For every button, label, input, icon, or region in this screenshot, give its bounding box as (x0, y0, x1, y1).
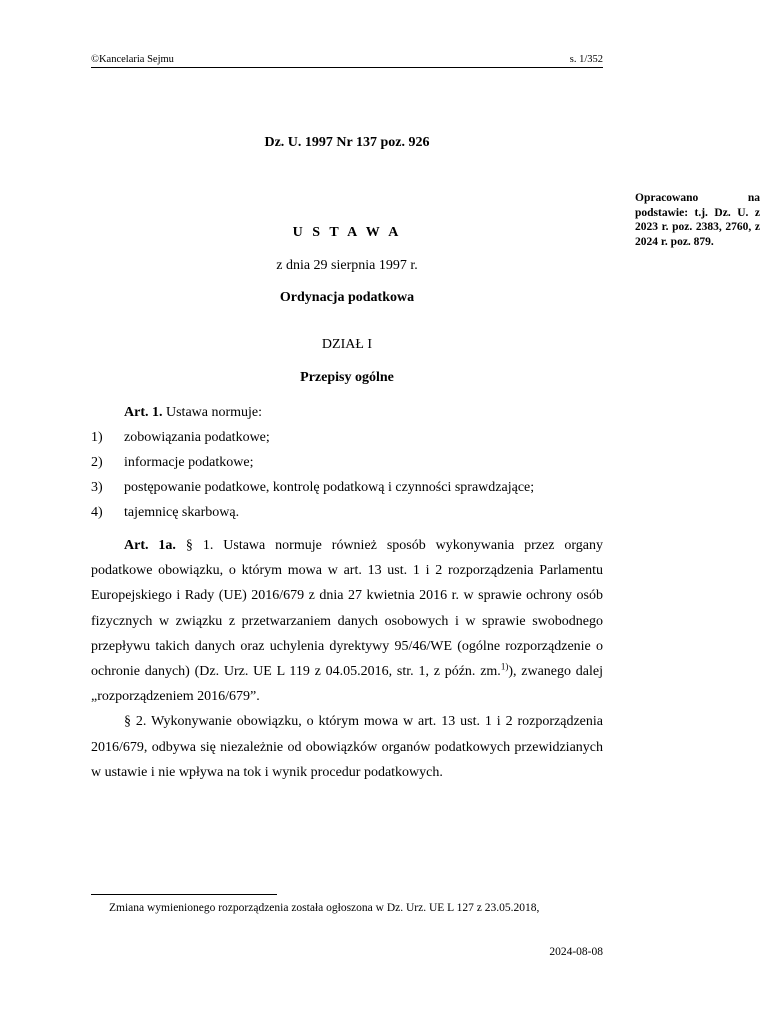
list-item-text: informacje podatkowe; (124, 455, 254, 470)
article-1a-paragraph-2: § 2. Wykonywanie obowiązku, o którym mowa w art. 13 ust. 1 i 2 rozporządzenia 2016/679, odbywa się niezależnie od obowiązków organów podatkowych przewidzianych w ustawie i nie wpływa na tok i wynik procedur podatkowych. (91, 714, 603, 780)
list-item (91, 425, 603, 450)
list-item-text: postępowanie podatkowe, kontrolę podatkową i czynności sprawdzające; (124, 480, 535, 495)
list-item (91, 450, 603, 475)
article-1a-paragraph-1 (91, 533, 603, 709)
article-1a-p1-text: § 1. Ustawa normuje również sposób wykonywania przez organy podatkowe obowiązku, o którym mowa w art. 13 ust. 1 i 2 rozporządzenia Parlamentu Europejskiego i Rady (UE) 2016/679 z dnia 27 kwietnia 2016 r. w sprawie ochrony osób fizycznych w związku z przetwarzaniem danych osobowych i w sprawie swobodnego przepływu takich danych oraz uchylenia dyrektywy 95/46/WE (ogólne rozporządzenie o ochronie danych) (Dz. Urz. UE L 119 z 04.05.2016, str. 1, z późn. zm. (91, 538, 603, 680)
act-type: U S T A W A (292, 225, 402, 240)
document-body (91, 400, 603, 785)
act-date: z dnia 29 sierpnia 1997 r. (276, 258, 418, 273)
list-item-number: 2) (91, 455, 103, 470)
footnote-divider (91, 894, 277, 895)
article-1-intro: Ustawa normuje: (162, 405, 263, 420)
page-number: s. 1/352 (569, 54, 603, 65)
list-item-text: tajemnicę skarbową. (124, 505, 240, 520)
list-item-number: 3) (91, 480, 103, 495)
article-1a-p1-tail: ), zwanego dalej „rozporządzeniem 2016/679”. (91, 664, 603, 705)
journal-reference: Dz. U. 1997 Nr 137 poz. 926 (264, 135, 430, 150)
article-1a-label: Art. 1a. (124, 538, 176, 553)
footnote-ref[interactable]: 1) (500, 661, 509, 672)
list-item (91, 475, 603, 500)
side-note: Opracowano na podstawie: t.j. Dz. U. z 2023 r. poz. 2383, 2760, z 2024 r. poz. 879. (635, 192, 760, 248)
act-title: Ordynacja podatkowa (279, 290, 415, 305)
header-publisher: ©Kancelaria Sejmu (91, 54, 174, 65)
page-header (91, 53, 603, 68)
list-item-text: zobowiązania podatkowe; (124, 430, 270, 445)
footnote-text: Zmiana wymienionego rozporządzenia została ogłoszona w Dz. Urz. UE L 127 z 23.05.2018, (109, 902, 540, 914)
division-number: DZIAŁ I (321, 337, 373, 352)
article-1-label: Art. 1. (124, 405, 163, 420)
division-title: Przepisy ogólne (300, 370, 394, 385)
footer-date: 2024-08-08 (549, 946, 603, 958)
list-item-number: 1) (91, 430, 103, 445)
article-1-list (91, 425, 603, 525)
article-1 (91, 400, 603, 425)
list-item-number: 4) (91, 505, 103, 520)
list-item (91, 500, 603, 525)
